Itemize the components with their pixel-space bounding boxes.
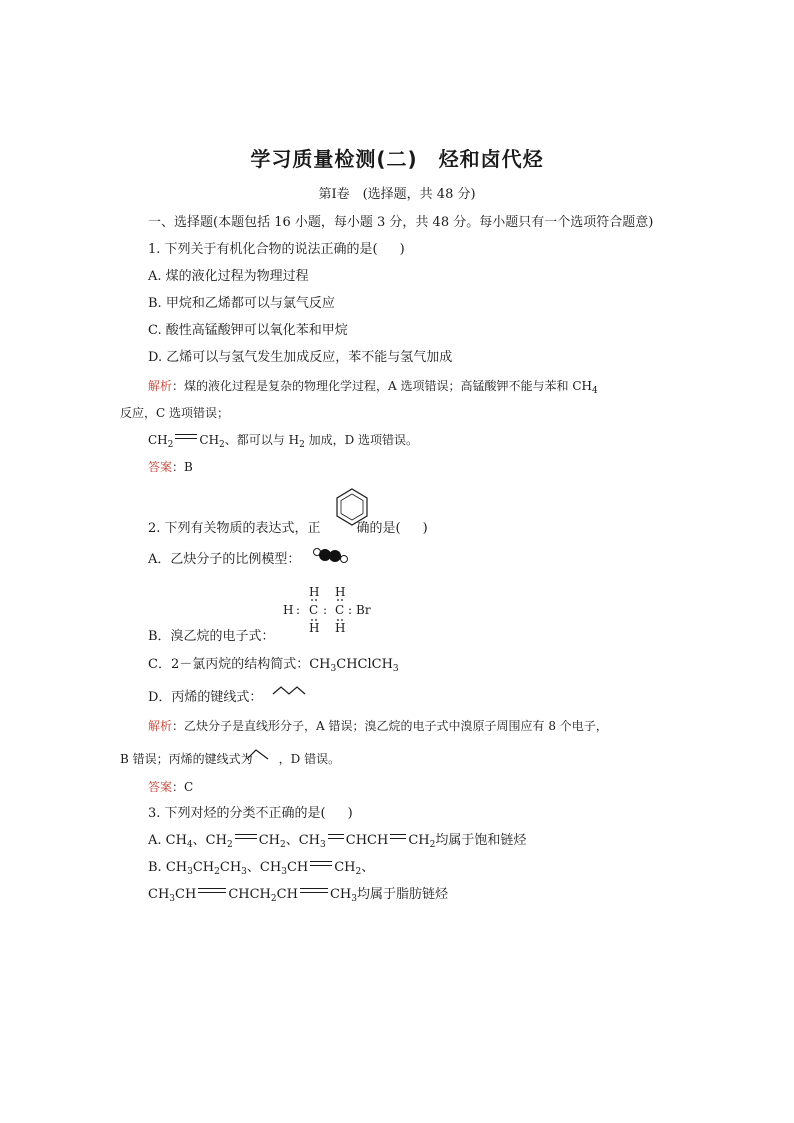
q1-option-a: A. 煤的液化过程为物理过程	[148, 269, 309, 284]
q3-option-b-continued	[148, 886, 448, 904]
electron-pair: :	[323, 603, 328, 617]
double-bond	[326, 832, 346, 842]
q1-analysis-text-1: ：煤的液化过程是复杂的物理化学过程，A 选项错误；高锰酸钾不能与苯和 CH	[172, 379, 592, 393]
formula-part: CH	[276, 887, 298, 902]
q1-option-b: B. 甲烷和乙烯都可以与氯气反应	[148, 296, 335, 311]
q2-option-a: A．乙炔分子的比例模型：	[148, 552, 301, 567]
q1-analysis-line-1	[148, 377, 598, 395]
double-bond	[173, 432, 199, 442]
formula-part: CH	[334, 860, 356, 875]
atom-h: H	[283, 603, 294, 617]
q2-analysis-line-2	[120, 750, 340, 768]
subscript: 3	[392, 664, 399, 674]
formula-part: 、CH	[192, 833, 227, 848]
q1-analysis-line-3	[148, 431, 418, 449]
formula-part: 、CH	[285, 833, 321, 848]
vertical-electron-pairs	[309, 600, 349, 630]
formula-part: CH	[175, 887, 197, 902]
formula-part: CH	[199, 433, 220, 447]
subscript: 3	[169, 894, 176, 904]
q3-option-b-text: 均属于脂肪链烃	[356, 887, 448, 902]
double-bond	[298, 886, 330, 896]
question-1-stem	[148, 241, 405, 259]
formula-part: 、CH	[246, 860, 282, 875]
q2-analysis-line-1	[148, 717, 608, 735]
formula-part: CH	[258, 833, 280, 848]
q2-option-c-text: C．2－氯丙烷的结构简式：CH	[148, 657, 331, 672]
q1-option-d: D. 乙烯可以与氢气发生加成反应，苯不能与氢气加成	[148, 350, 453, 365]
page-title: 学习质量检测(二) 烃和卤代烃	[250, 147, 544, 171]
atom-c: C	[335, 603, 345, 617]
subscript: 2	[280, 840, 286, 850]
q1-answer-label: 答案	[148, 460, 173, 474]
q2-answer-label: 答案	[148, 780, 173, 794]
double-bond	[196, 886, 228, 896]
subscript: 2	[429, 840, 436, 850]
subscript: 3	[351, 894, 357, 904]
propene-skeletal-icon	[246, 748, 270, 762]
formula-part: CH	[219, 860, 242, 875]
skeletal-formula-icon	[272, 684, 306, 698]
question-2-stem	[148, 520, 428, 538]
atom-c: C	[309, 603, 319, 617]
q1-option-c: C. 酸性高锰酸钾可以氧化苯和甲烷	[148, 323, 348, 338]
q1-answer-value: ：B	[172, 460, 193, 474]
subscript: 2	[226, 840, 233, 850]
q1-answer	[148, 458, 193, 476]
electron-pair: :	[348, 603, 353, 617]
subscript: 3	[241, 867, 247, 877]
q3-stem-text: 3. 下列对烃的分类不正确的是(	[148, 806, 326, 821]
analysis-text: 、都可以与 H	[224, 433, 300, 447]
double-bond	[388, 832, 408, 842]
q2-analysis-label: 解析	[148, 719, 173, 733]
subscript: 2	[214, 867, 220, 877]
subscript: 3	[320, 840, 326, 850]
q1-analysis-line-2: 反应，C 选项错误；	[120, 406, 229, 420]
double-bond	[308, 859, 334, 869]
q2-analysis-text-2: B 错误；丙烯的键线式为	[120, 752, 253, 766]
section-subtitle: 第Ⅰ卷 (选择题，共 48 分)	[318, 187, 476, 202]
formula-part: B. CH	[148, 860, 188, 875]
formula-part: CH	[148, 433, 168, 447]
formula-part: CHCH	[228, 887, 271, 902]
q2-stem-close: )	[422, 521, 428, 536]
formula-part: CHCH	[345, 833, 389, 848]
q2-stem-text-2: 确的是(	[356, 521, 401, 536]
subscript: 2	[219, 440, 225, 450]
atom-h: H	[309, 621, 320, 635]
q3-stem-close: )	[347, 806, 353, 821]
subscript: 2	[299, 440, 305, 450]
subscript: 2	[355, 867, 362, 877]
question-3-stem	[148, 805, 353, 823]
formula-part: A. CH	[148, 833, 187, 848]
q2-option-c	[148, 656, 399, 674]
q3-option-a	[148, 832, 526, 850]
q2-answer-value: ：C	[172, 780, 194, 794]
atom-h: H	[335, 621, 346, 635]
bromoethane-electron-formula	[283, 585, 393, 640]
q2-answer	[148, 778, 193, 796]
formula-part: CH	[329, 887, 352, 902]
q2-analysis-text-1: ：乙炔分子是直线形分子，A 错误；溴乙烷的电子式中溴原子周围应有 8 个电子，	[172, 719, 608, 733]
q1-analysis-label: 解析	[148, 379, 173, 393]
acetylene-space-filling-model-icon	[311, 546, 351, 566]
q3-option-b	[148, 859, 374, 877]
subscript: 2	[167, 440, 174, 450]
formula-part: CHClCH	[336, 657, 393, 672]
analysis-text: 加成，D 选项错误。	[304, 433, 419, 447]
q2-option-b: B．溴乙烷的电子式：	[148, 629, 275, 644]
subscript: 3	[281, 867, 287, 877]
formula-part: 、	[361, 860, 375, 875]
q2-stem-text: 2. 下列有关物质的表达式，正	[148, 521, 321, 536]
subscript: 2	[270, 894, 277, 904]
q1-stem-text: 1. 下列关于有机化合物的说法正确的是(	[148, 242, 378, 257]
double-bond	[233, 832, 259, 842]
formula-part: CH	[286, 860, 309, 875]
q2-analysis-text-3: ，D 错误。	[278, 752, 341, 766]
electron-pair: :	[296, 603, 301, 617]
atom-br: Br	[356, 603, 371, 617]
q2-option-d: D．丙烯的键线式：	[148, 690, 263, 705]
q3-option-a-text: 均属于饱和链烃	[435, 833, 527, 848]
formula-part: CH	[192, 860, 215, 875]
subscript: 3	[330, 664, 337, 674]
subscript: 3	[187, 867, 193, 877]
formula-part: CH	[148, 887, 170, 902]
atom-h: H	[309, 585, 320, 599]
atom-h: H	[335, 585, 346, 599]
subscript: 4	[591, 386, 598, 396]
formula-part: CH	[408, 833, 430, 848]
section-heading: 一、选择题(本题包括 16 小题，每小题 3 分，共 48 分。每小题只有一个选项符合题意)	[148, 215, 654, 230]
subscript: 4	[186, 840, 193, 850]
q1-stem-close: )	[399, 242, 405, 257]
